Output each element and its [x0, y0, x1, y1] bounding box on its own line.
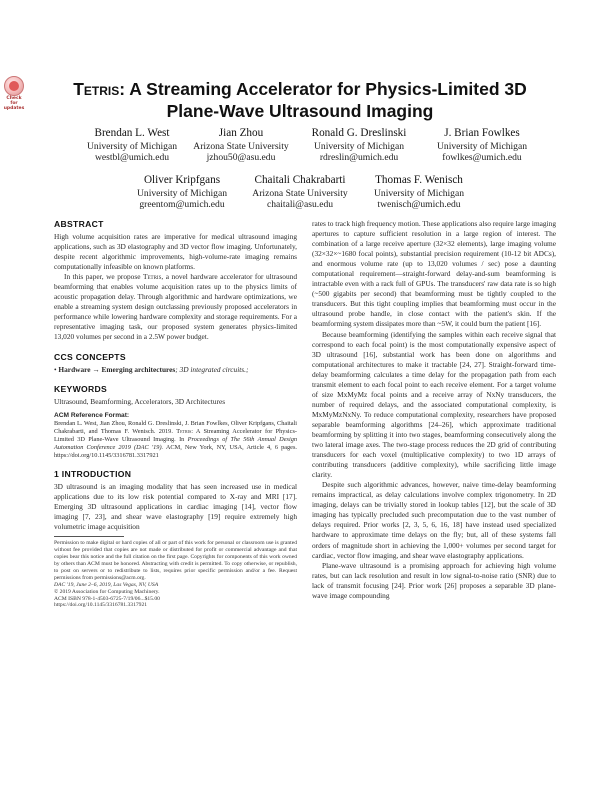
- reference-title: : A Streaming Accelerator for Physics-Limited 3D Plane-Wave Ultrasound Imaging. In: [54, 427, 297, 443]
- author-affiliation: Arizona State University: [252, 187, 348, 199]
- footer-venue: DAC '19, June 2–6, 2019, Las Vegas, NV, USA: [54, 581, 159, 588]
- author-name: Jian Zhou: [218, 127, 264, 139]
- author-name: J. Brian Fowlkes: [444, 127, 520, 139]
- acm-reference-text: [54, 420, 297, 460]
- reference-authors: Brendan L. West, Jian Zhou, Ronald G. Dreslinski, J. Brian Fowlkes, Oliver Kripfgans, Chaitali Chakrabarti, and Thomas F. Wenisch. 2019.: [54, 419, 297, 435]
- introduction-paragraph: 3D ultrasound is an imaging modality that has seen increased use in medical applications due to its low risk potential compared to X-ray and MRI [17]. Emerging 3D ultrasound applications in cardiac imaging [14], vector flow imaging [7, 23], and shear wave elastography [19] require extremely high volumetric image acquisition: [54, 482, 297, 532]
- introduction-heading: 1 INTRODUCTION: [54, 469, 132, 480]
- ccs-concepts: [54, 365, 297, 375]
- ccs-bullet: •: [54, 364, 57, 374]
- author-affiliation: University of Michigan: [373, 187, 465, 199]
- left-column: [54, 219, 297, 609]
- right-column: [312, 219, 556, 601]
- author-name: Ronald G. Dreslinski: [311, 127, 407, 139]
- body-paragraph: rates to track high frequency motion. These applications also require large imaging apertures to capture sufficient resolution in a large region of interest. The combination of a large receive aperture (32×32 elements), large imaging volume (32×32×~1680 focal points), substantial precision requirement (10-12 bit ADCs), and enormous volume rate (up to 13,020 volumes / sec) pose a daunting computational requirement—straight-forward delay-and-sum beamforming is intractable even with a rack full of GPUs. The transducers' raw data rate is so high (~500 gigabits per second) that beamforming must be tightly coupled to the transducers. But this tight coupling implies that beamforming must occur in the ultrasound probe handle, in close contact with the patient's skin. If the beamforming system dissipates more than ~5W, it could burn the patient [16].: [312, 219, 556, 329]
- badge-label: Check for updates: [3, 96, 25, 111]
- abstract-system-name: Tetris: [143, 272, 162, 282]
- title-line2: Plane-Wave Ultrasound Imaging: [166, 101, 434, 121]
- author-email: greentom@umich.edu: [139, 199, 225, 210]
- author-name: Thomas F. Wenisch: [375, 174, 463, 186]
- author-email: westbl@umich.edu: [94, 152, 170, 163]
- title-system-name: Tetris: [73, 79, 120, 99]
- footer-copyright: © 2019 Association for Computing Machinery.: [54, 588, 160, 595]
- permission-footer: [54, 540, 297, 609]
- author-block: [407, 127, 557, 164]
- abstract-p2-pre: In this paper, we propose: [64, 272, 141, 282]
- author-email: twenisch@umich.edu: [377, 199, 461, 210]
- abstract-paragraph: [54, 272, 297, 342]
- author-name: Chaitali Chakrabarti: [254, 174, 346, 186]
- author-affiliation: University of Michigan: [313, 140, 405, 152]
- acm-reference-heading: ACM Reference Format:: [54, 411, 130, 419]
- author-affiliation: University of Michigan: [136, 187, 228, 199]
- title-line1: : A Streaming Accelerator for Physics-Limited 3D: [119, 79, 527, 99]
- footer-isbn: ACM ISBN 978-1-4503-6725-7/19/06...$15.00: [54, 595, 160, 602]
- reference-system-name: Tetris: [176, 427, 192, 435]
- author-affiliation: University of Michigan: [436, 140, 528, 152]
- body-paragraph: Because beamforming (identifying the samples within each receive signal that correspond to each focal point) is the most computationally expensive aspect of 3D ultrasound [16], substantial work has been done on algorithms and computational architectures to make it tractable [24, 27]. Straight-forward time-delay beamforming calculates a time delay for the propagation path from each transmit element to each focal point to each receive element. For a target volume of size MxMyMz focal points and a receive array of NxNy transducers, the number of required delays, and the associated computational complexity, is MxMyMzNxNy. To reduce computational complexity, researchers have proposed separable beamforming algorithms [24–26], which approximate traditional beamforming by splitting it into two stages, beamforming consecutively along the two lateral image axes. The two-stage process reduces the 2D grid of contributing transducers for each voxel (multiplicative complexity) to two 1D arrays of contributing transducers (additive complexity), while sacrificing little image clarity.: [312, 329, 556, 480]
- abstract-paragraph: High volume acquisition rates are imperative for medical ultrasound imaging applications, such as 3D elastography and 3D vector flow imaging. Unfortunately, despite recent algorithmic improvements, high-volume-rate imaging remains computationally infeasible on known platforms.: [54, 232, 297, 272]
- keywords-heading: KEYWORDS: [54, 383, 108, 394]
- check-for-updates-badge[interactable]: [3, 76, 25, 110]
- permission-text: Permission to make digital or hard copies of all or part of this work for personal or classroom use is granted without fee provided that copies are not made or distributed for profit or commercial advantage and that copies bear this notice and the full citation on the first page. Copyrights for components of this work owned by others than ACM must be honored. Abstracting with credit is permitted. To copy otherwise, or republish, to post on servers or to redistribute to lists, requires prior specific permission and/or a fee. Request permissions from permissions@acm.org.: [54, 540, 297, 581]
- footnote-divider: [54, 536, 124, 537]
- keywords-text: Ultrasound, Beamforming, Accelerators, 3D Architectures: [54, 396, 226, 406]
- ccs-heading: CCS CONCEPTS: [54, 351, 126, 362]
- body-paragraph: Despite such algorithmic advances, however, naive time-delay beamforming remains impractical, as delay calculations involve complex trigonometry. In 2D imaging, delays can be trivially stored in lookup tables [12], but the scale of 3D imaging has typically precluded such precomputation due to the vast number of delays required. Prior works [2, 3, 5, 6, 16, 18] have instead used specialized hardware to approximate time delays on the fly; but, all of these systems fall orders of magnitude short in achieving the 1,000+ volumes per second target for cardiac, vector flow imaging, and shear wave elastography applications.: [312, 480, 556, 560]
- abstract-heading: ABSTRACT: [54, 219, 104, 229]
- reference-venue: Proceedings of The 56th Annual Design Automation Conference 2019 (DAC '19).: [54, 435, 297, 451]
- author-block: [344, 174, 494, 211]
- ccs-primary: Hardware → Emerging architectures: [58, 364, 176, 374]
- author-name: Brendan L. West: [94, 127, 170, 139]
- footer-doi[interactable]: https://doi.org/10.1145/3316781.3317921: [54, 602, 148, 609]
- author-email: rdreslin@umich.edu: [319, 152, 399, 163]
- reference-doi[interactable]: ACM, New York, NY, USA, Article 4, 6 pages. https://doi.org/10.1145/3316781.3317921: [54, 443, 297, 459]
- author-affiliation: University of Michigan: [86, 140, 178, 152]
- abstract-p2-post: , a novel hardware accelerator for ultrasound beamforming that enables volume acquisition rates up to the physics limits of acoustic propagation delay. Through algorithmic and hardware optimizations, we enable a streaming system design outclassing previously proposed accelerators in performance while lowering hardware complexity and storage requirements. For a representative imaging task, our proposed system generates physics-limited 13,020 volumes per second in a 2.5W power budget.: [54, 272, 297, 342]
- author-affiliation: Arizona State University: [193, 140, 289, 152]
- body-paragraph: Plane-wave ultrasound is a promising approach for achieving high volume rates, but can lack resolution and result in low signal-to-noise ratio (SNR) due to lack of transmit focusing [24]. Prior work [26] proposes a separable 3D plane-wave image compounding: [312, 560, 556, 600]
- author-email: fowlkes@umich.edu: [442, 152, 522, 163]
- crossmark-icon: [4, 76, 24, 96]
- ccs-secondary: ; 3D integrated circuits.;: [175, 364, 249, 374]
- paper-title: [60, 78, 540, 122]
- author-name: Oliver Kripfgans: [143, 174, 221, 186]
- author-email: jzhou50@asu.edu: [206, 152, 276, 163]
- author-email: chaitali@asu.edu: [266, 199, 334, 210]
